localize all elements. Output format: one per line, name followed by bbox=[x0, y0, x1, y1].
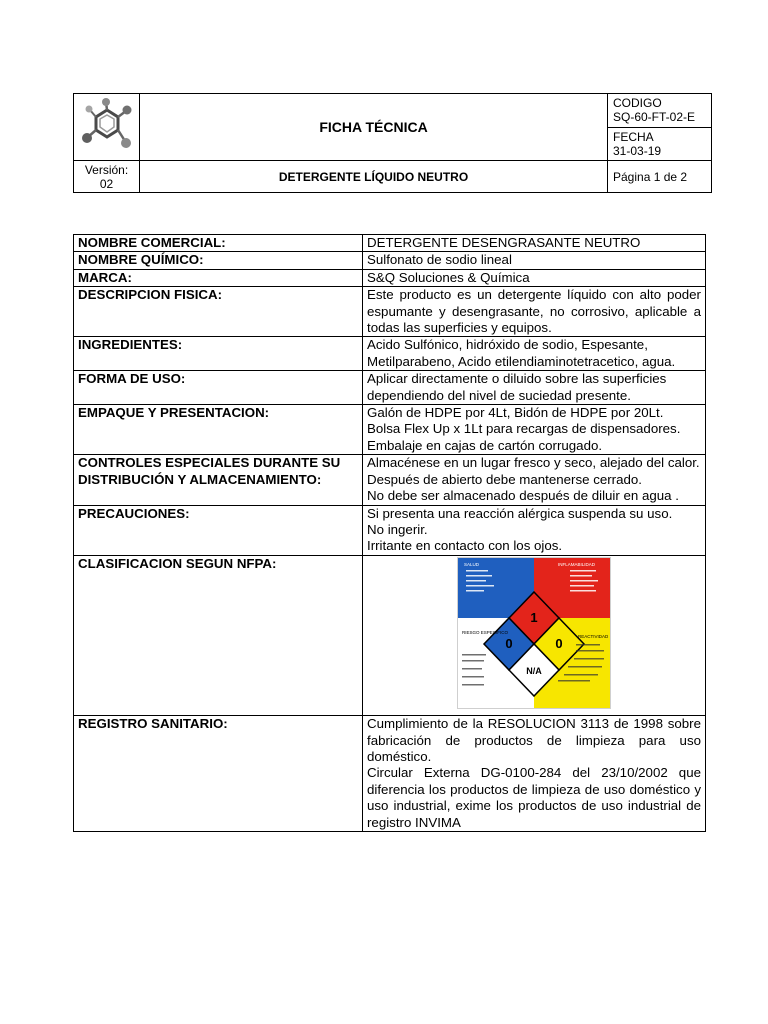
row-label: NOMBRE COMERCIAL: bbox=[74, 235, 363, 252]
header-grid bbox=[73, 93, 712, 193]
value-line: Cumplimiento de la RESOLUCION 3113 de 1998 sobre fabricación de productos de limpieza para uso doméstico. bbox=[367, 716, 701, 764]
table-row bbox=[74, 252, 706, 269]
health-rating: 0 bbox=[505, 635, 513, 651]
row-value bbox=[363, 405, 706, 455]
table-row bbox=[74, 235, 706, 252]
reactivity-rating: 0 bbox=[555, 635, 563, 651]
version-label: Versión: bbox=[84, 162, 129, 177]
row-value bbox=[363, 505, 706, 555]
code-label: CODIGO bbox=[613, 96, 662, 111]
table-row bbox=[74, 337, 706, 371]
value-line: Si presenta una reacción alérgica suspenda su uso. bbox=[367, 505, 673, 521]
molecule-logo-icon bbox=[79, 97, 135, 153]
code-value: SQ-60-FT-02-E bbox=[613, 110, 696, 125]
row-label: CONTROLES ESPECIALES DURANTE SU DISTRIBUCIÓN Y ALMACENAMIENTO: bbox=[74, 455, 363, 505]
flammability-rating: 1 bbox=[530, 609, 538, 625]
table-row bbox=[74, 455, 706, 505]
spec-table bbox=[73, 234, 706, 832]
row-value: Aplicar directamente o diluido sobre las superficies dependiendo del nivel de suciedad presente. bbox=[363, 371, 706, 405]
row-label: CLASIFICACION SEGUN NFPA: bbox=[74, 555, 363, 715]
row-value: Acido Sulfónico, hidróxido de sodio, Espesante, Metilparabeno, Acido etilendiaminotetracetico, agua. bbox=[363, 337, 706, 371]
row-label: NOMBRE QUÍMICO: bbox=[74, 252, 363, 269]
row-value: DETERGENTE DESENGRASANTE NEUTRO bbox=[363, 235, 706, 252]
date-label: FECHA bbox=[613, 129, 654, 144]
row-label: FORMA DE USO: bbox=[74, 371, 363, 405]
react-legend-title: REACTIVIDAD bbox=[578, 633, 609, 639]
table-row bbox=[74, 269, 706, 286]
row-label: EMPAQUE Y PRESENTACION: bbox=[74, 405, 363, 455]
value-line: No ingerir. bbox=[367, 521, 428, 537]
table-row bbox=[74, 287, 706, 337]
value-line: Después de abierto debe mantenerse cerrado. bbox=[367, 471, 642, 487]
value-line: Embalaje en cajas de cartón corrugado. bbox=[367, 437, 603, 453]
value-line: Galón de HDPE por 4Lt, Bidón de HDPE por 20Lt. bbox=[367, 405, 664, 421]
value-line: Irritante en contacto con los ojos. bbox=[367, 538, 563, 554]
health-legend-title: SALUD bbox=[464, 561, 480, 567]
row-label: PRECAUCIONES: bbox=[74, 505, 363, 555]
row-value: Sulfonato de sodio lineal bbox=[363, 252, 706, 269]
table-row bbox=[74, 405, 706, 455]
row-value bbox=[363, 455, 706, 505]
row-label: MARCA: bbox=[74, 269, 363, 286]
value-line: Circular Externa DG-0100-284 del 23/10/2002 que diferencia los productos de limpieza de uso doméstico y uso industrial, exime los productos de uso industrial de registro INVIMA bbox=[367, 765, 701, 830]
nfpa-cell bbox=[363, 555, 706, 715]
special-rating: N/A bbox=[526, 665, 542, 676]
row-label: REGISTRO SANITARIO: bbox=[74, 716, 363, 832]
row-label: INGREDIENTES: bbox=[74, 337, 363, 371]
logo-cell bbox=[74, 94, 140, 161]
table-row bbox=[74, 371, 706, 405]
document-title: FICHA TÉCNICA bbox=[140, 94, 608, 161]
row-value: S&Q Soluciones & Química bbox=[363, 269, 706, 286]
nfpa-diamond-label bbox=[457, 557, 611, 709]
row-value: Este producto es un detergente líquido con alto poder espumante y desengrasante, no corrosivo, aplicable a todas las superficies y equipos. bbox=[363, 287, 706, 337]
version-cell bbox=[74, 161, 140, 193]
date-value: 31-03-19 bbox=[613, 143, 662, 158]
table-row bbox=[74, 555, 706, 715]
table-row bbox=[74, 716, 706, 832]
value-line: Almacénese en un lugar fresco y seco, alejado del calor. bbox=[367, 455, 700, 471]
value-line: Bolsa Flex Up x 1Lt para recargas de dispensadores. bbox=[367, 421, 681, 437]
product-title: DETERGENTE LÍQUIDO NEUTRO bbox=[140, 161, 608, 193]
table-row bbox=[74, 505, 706, 555]
row-value bbox=[363, 716, 706, 832]
code-cell bbox=[608, 94, 712, 128]
special-legend-title: RIESGO ESPECIFICO bbox=[462, 629, 509, 635]
flam-legend-title: INFLAMABILIDAD bbox=[558, 561, 596, 567]
value-line: No debe ser almacenado después de diluir en agua . bbox=[367, 488, 679, 504]
version-value: 02 bbox=[99, 176, 114, 191]
date-cell bbox=[608, 127, 712, 161]
page-number: Página 1 de 2 bbox=[608, 161, 712, 193]
row-label: DESCRIPCION FISICA: bbox=[74, 287, 363, 337]
